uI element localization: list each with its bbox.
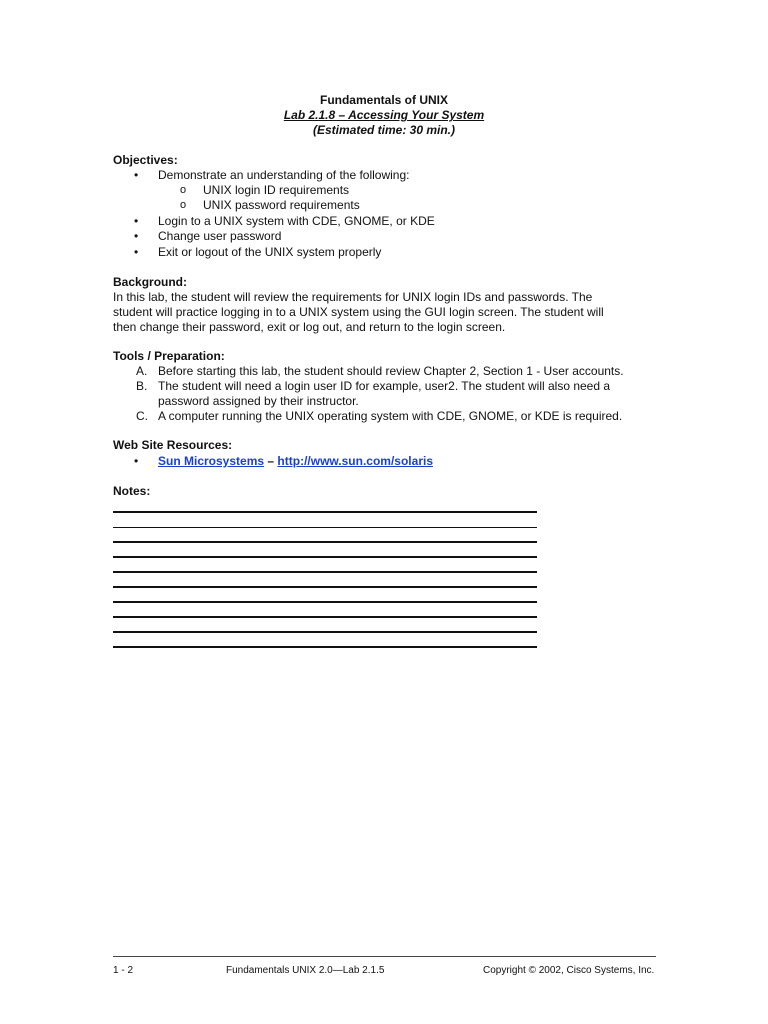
objectives-heading: Objectives: bbox=[113, 153, 178, 167]
objective-item: Exit or logout of the UNIX system properly bbox=[158, 245, 382, 259]
notes-line bbox=[113, 616, 537, 618]
notes-line bbox=[113, 631, 537, 633]
notes-line bbox=[113, 601, 537, 603]
notes-line bbox=[113, 571, 537, 573]
resources-item bbox=[158, 454, 433, 469]
bullet-icon: • bbox=[134, 214, 139, 228]
list-letter: A. bbox=[136, 364, 148, 378]
background-line: In this lab, the student will review the requirements for UNIX login IDs and passwords. The bbox=[113, 290, 593, 304]
objective-item: Login to a UNIX system with CDE, GNOME, or KDE bbox=[158, 214, 435, 228]
objective-intro: Demonstrate an understanding of the following: bbox=[158, 168, 410, 182]
bullet-icon: • bbox=[134, 245, 139, 259]
notes-line bbox=[113, 586, 537, 588]
footer-title: Fundamentals UNIX 2.0—Lab 2.1.5 bbox=[226, 965, 385, 976]
tools-item-continued: password assigned by their instructor. bbox=[158, 394, 359, 408]
footer-rule bbox=[113, 956, 656, 957]
tools-item: Before starting this lab, the student should review Chapter 2, Section 1 - User accounts. bbox=[158, 364, 624, 378]
tools-heading: Tools / Preparation: bbox=[113, 349, 225, 363]
footer-copyright: Copyright © 2002, Cisco Systems, Inc. bbox=[483, 965, 655, 976]
bullet-icon: • bbox=[134, 454, 139, 468]
objective-item: Change user password bbox=[158, 229, 282, 243]
sun-microsystems-link[interactable]: Sun Microsystems bbox=[158, 454, 265, 468]
list-letter: C. bbox=[136, 409, 148, 423]
background-line: then change their password, exit or log out, and return to the login screen. bbox=[113, 320, 506, 334]
notes-line bbox=[113, 556, 537, 558]
estimated-time: (Estimated time: 30 min.) bbox=[312, 123, 456, 137]
objective-subitem: UNIX password requirements bbox=[203, 198, 360, 212]
link-separator: – bbox=[267, 454, 275, 468]
tools-item: A computer running the UNIX operating system with CDE, GNOME, or KDE is required. bbox=[158, 409, 623, 423]
hollow-bullet-icon: o bbox=[180, 184, 187, 196]
list-letter: B. bbox=[136, 379, 148, 393]
notes-line bbox=[113, 541, 537, 543]
lab-title: Lab 2.1.8 – Accessing Your System bbox=[283, 108, 485, 122]
notes-heading: Notes: bbox=[113, 484, 151, 498]
document-title: Fundamentals of UNIX bbox=[319, 93, 448, 107]
footer-page-number: 1 - 2 bbox=[113, 965, 134, 976]
background-heading: Background: bbox=[113, 275, 188, 289]
bullet-icon: • bbox=[134, 168, 139, 182]
objective-subitem: UNIX login ID requirements bbox=[203, 183, 350, 197]
hollow-bullet-icon: o bbox=[180, 199, 187, 211]
notes-line bbox=[113, 646, 537, 648]
sun-solaris-url-link[interactable]: http://www.sun.com/solaris bbox=[277, 454, 433, 468]
notes-line bbox=[113, 511, 537, 513]
background-line: student will practice logging in to a UNIX system using the GUI login screen. The student will bbox=[113, 305, 604, 319]
bullet-icon: • bbox=[134, 229, 139, 243]
notes-line bbox=[113, 527, 537, 528]
tools-item: The student will need a login user ID for example, user2. The student will also need a bbox=[158, 379, 611, 393]
resources-heading: Web Site Resources: bbox=[113, 438, 233, 452]
